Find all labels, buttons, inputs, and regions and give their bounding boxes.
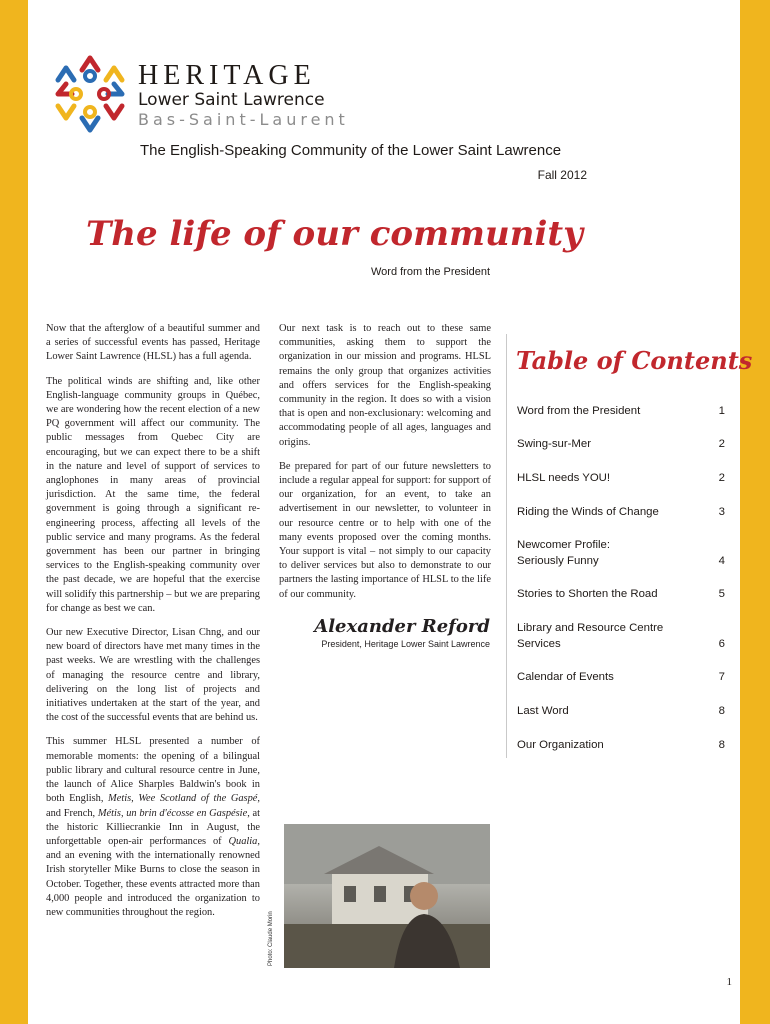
- brand-line-english: Lower Saint Lawrence: [138, 90, 325, 110]
- toc-item[interactable]: Calendar of Events 7: [517, 671, 725, 683]
- photo-credit: Photo: Claude Morin: [268, 911, 274, 966]
- paragraph: Now that the afterglow of a beautiful summer and a series of successful events has passed, Heritage Lower Saint Lawrence (HLSL) has a full agenda.: [46, 323, 260, 363]
- toc-item[interactable]: Riding the Winds of Change 3: [517, 506, 725, 518]
- article-column-2: [279, 322, 491, 612]
- article-byline: Word from the President: [370, 266, 490, 278]
- toc-item[interactable]: Word from the President 1: [517, 405, 725, 417]
- brand-name: HERITAGE: [138, 60, 316, 91]
- right-accent-bar: [740, 0, 770, 1024]
- left-accent-bar: [0, 0, 28, 1024]
- heritage-logo-icon: [52, 50, 128, 136]
- toc-item[interactable]: Library and Resource Centre Services 6: [517, 622, 725, 650]
- president-photo: [284, 824, 490, 968]
- toc-item[interactable]: Our Organization 8: [517, 739, 725, 751]
- brand-line-french: Bas-Saint-Laurent: [138, 110, 349, 129]
- signature-title: President, Heritage Lower Saint Lawrence: [321, 639, 490, 649]
- page-number: 1: [726, 976, 732, 988]
- article-headline: The life of our community: [86, 214, 583, 254]
- toc-item[interactable]: Newcomer Profile: Seriously Funny 4: [517, 539, 725, 567]
- paragraph: The political winds are shifting and, like other English-language community groups in Québec, we are wondering how the recent election of a new PQ government will affect our community. The public messages from Quebec City are encouraging, but we can expect there to be a shift in the nature and level of support of services to anglophones in many areas of provincial jurisdiction. At the same time, the federal government is going through a significant re-engineering process, affecting all levels of the public service and many programs. As the federal government has been our partner in bringing services to the English-speaking community over the past decade, we are hopeful that the exercise will solidify this partnership – but we are preparing for change as best we can.: [46, 375, 260, 614]
- toc-divider: [506, 334, 507, 758]
- toc-title: Table of Contents: [516, 346, 753, 375]
- paragraph: Our next task is to reach out to these same communities, asking them to support the organization in our mission and programs. HLSL remains the only group that organizes activities and offers services for the English-speaking community in the region. It does so with a vision that is open and non-exclusionary: welcoming and accommodating people of all ages, languages and origins.: [279, 323, 491, 448]
- book-title-french: Métis, un brin d'écosse en Gaspésie: [97, 807, 248, 819]
- toc-item[interactable]: Swing-sur-Mer 2: [517, 438, 725, 450]
- toc-item[interactable]: HLSL needs YOU! 2: [517, 472, 725, 484]
- article-column-1: [46, 322, 260, 930]
- newsletter-subtitle: The English-Speaking Community of the Lower Saint Lawrence: [140, 142, 562, 159]
- performance-title: Qualia: [228, 835, 258, 847]
- toc-item[interactable]: Stories to Shorten the Road 5: [517, 588, 725, 600]
- paragraph: Be prepared for part of our future newsletters to include a regular appeal for support: for support of our organization, for an event, to take an advertisement in our newsletter, to volunteer in our resource centre or to help with one of the many events proposed over the coming months. Your support is vital – not simply to our capacity to deliver services but also to demonstrate to our partners the lasting importance of HLSL to the life of our community.: [279, 460, 491, 600]
- paragraph: Our new Executive Director, Lisan Chng, and our new board of directors have met many times in the past weeks. We are wrestling with the challenges of managing the resource centre and library, delivering on the long list of projects and initiatives undertaken at the start of the year, and the cost of the successful events that are behind us.: [46, 627, 260, 724]
- president-signature: Alexander Reford: [314, 616, 490, 637]
- toc-item[interactable]: Last Word 8: [517, 705, 725, 717]
- issue-date: Fall 2012: [537, 168, 587, 182]
- book-title-english: Metis, Wee Scotland of the Gaspé: [108, 793, 258, 805]
- paragraph: This summer HLSL presented a number of memorable moments: the opening of a bilingual public library and cultural resource centre in June, the launch of Alice Sharples Baldwin's book in both English, Metis, Wee Scotland of the Gaspé, and French, Métis, un brin d'écosse en Gaspésie, at the historic Killiecrankie Inn in August, the unforgettable open-air performances of Qualia, and an evening with the internationally renowned Irish storyteller Mike Burns to close the season in October. Together, these events attracted more than 4,000 people and introduced the organization to new communities throughout the region.: [46, 736, 260, 918]
